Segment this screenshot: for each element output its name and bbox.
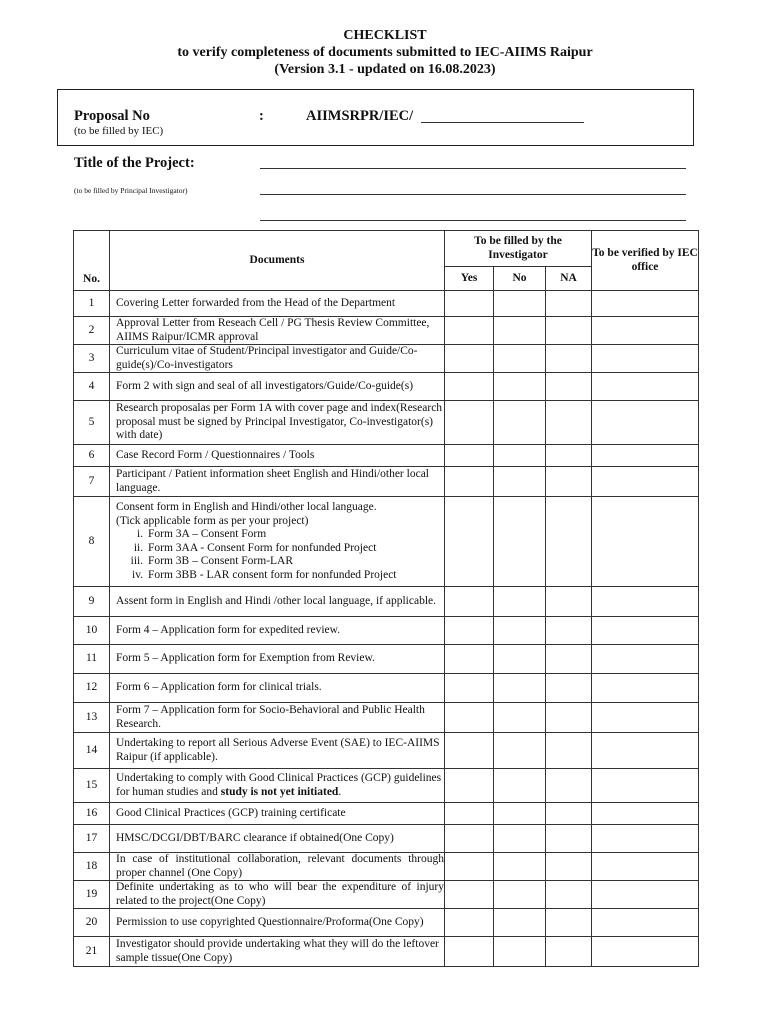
row-document: HMSC/DCGI/DBT/BARC clearance if obtained(One Copy): [110, 825, 445, 853]
table-row: [74, 445, 699, 467]
na-cell[interactable]: [546, 645, 592, 674]
iec-cell[interactable]: [592, 733, 699, 769]
yes-cell[interactable]: [445, 803, 494, 825]
yes-cell[interactable]: [445, 497, 494, 587]
no-cell[interactable]: [494, 401, 546, 445]
yes-cell[interactable]: [445, 674, 494, 703]
iec-cell[interactable]: [592, 825, 699, 853]
iec-cell[interactable]: [592, 674, 699, 703]
table-row: [74, 803, 699, 825]
na-cell[interactable]: [546, 803, 592, 825]
list-item: ii. Form 3AA - Consent Form for nonfunded Project: [146, 542, 444, 556]
row-document: Investigator should provide undertaking what they will do the leftover sample tissue(One Copy): [110, 937, 445, 967]
table-row: [74, 853, 699, 881]
project-title-line-2[interactable]: [260, 194, 686, 195]
yes-cell[interactable]: [445, 769, 494, 803]
yes-cell[interactable]: [445, 401, 494, 445]
na-cell[interactable]: [546, 937, 592, 967]
row-number: 4: [74, 373, 110, 401]
iec-cell[interactable]: [592, 769, 699, 803]
row-number: 10: [74, 617, 110, 645]
col-header-na: NA: [546, 267, 592, 291]
yes-cell[interactable]: [445, 373, 494, 401]
row-number: 3: [74, 345, 110, 373]
yes-cell[interactable]: [445, 291, 494, 317]
project-title-label: Title of the Project:: [74, 155, 195, 171]
row-number: 5: [74, 401, 110, 445]
na-cell[interactable]: [546, 373, 592, 401]
proposal-prefix: AIIMSRPR/IEC/: [306, 108, 414, 124]
row-number: 13: [74, 703, 110, 733]
row-document: Definite undertaking as to who will bear the expenditure of injury related to the project(One Copy): [110, 881, 445, 909]
table-row: [74, 733, 699, 769]
yes-cell[interactable]: [445, 317, 494, 345]
table-row: [74, 909, 699, 937]
project-title-line-3[interactable]: [260, 220, 686, 221]
iec-cell[interactable]: [592, 445, 699, 467]
iec-cell[interactable]: [592, 937, 699, 967]
na-cell[interactable]: [546, 703, 592, 733]
no-cell[interactable]: [494, 803, 546, 825]
row-document-gcp: [110, 769, 445, 803]
proposal-note: (to be filled by IEC): [74, 125, 164, 137]
row-document: Form 5 – Application form for Exemption from Review.: [110, 645, 445, 674]
row-document: Form 7 – Application form for Socio-Behavioral and Public Health Research.: [110, 703, 445, 733]
no-cell[interactable]: [494, 373, 546, 401]
page-subtitle: to verify completeness of documents submitted to IEC-AIIMS Raipur: [177, 45, 593, 60]
table-row: [74, 291, 699, 317]
iec-cell[interactable]: [592, 317, 699, 345]
row-number: 21: [74, 937, 110, 967]
checklist-table: [73, 230, 699, 967]
no-cell[interactable]: [494, 317, 546, 345]
yes-cell[interactable]: [445, 937, 494, 967]
row-document: Undertaking to report all Serious Adverse Event (SAE) to IEC-AIIMS Raipur (if applicable).: [110, 733, 445, 769]
row-document: Curriculum vitae of Student/Principal investigator and Guide/Co-guide(s)/Co-investigators: [110, 345, 445, 373]
iec-cell[interactable]: [592, 497, 699, 587]
na-cell[interactable]: [546, 769, 592, 803]
col-header-iec: To be verified by IEC office: [592, 231, 699, 291]
row-document: Case Record Form / Questionnaires / Tools: [110, 445, 445, 467]
iec-cell[interactable]: [592, 467, 699, 497]
na-cell[interactable]: [546, 291, 592, 317]
row-document-subnote: (Tick applicable form as per your project): [116, 514, 309, 527]
iec-cell[interactable]: [592, 373, 699, 401]
row-document: Assent form in English and Hindi /other local language, if applicable.: [110, 587, 445, 617]
row-document-emphasis: study is not yet initiated: [220, 785, 339, 798]
na-cell[interactable]: [546, 853, 592, 881]
iec-cell[interactable]: [592, 291, 699, 317]
row-document: Form 4 – Application form for expedited review.: [110, 617, 445, 645]
no-cell[interactable]: [494, 467, 546, 497]
no-cell[interactable]: [494, 497, 546, 587]
list-item: iii. Form 3B – Consent Form-LAR: [146, 555, 444, 569]
yes-cell[interactable]: [445, 733, 494, 769]
no-cell[interactable]: [494, 733, 546, 769]
iec-cell[interactable]: [592, 909, 699, 937]
na-cell[interactable]: [546, 881, 592, 909]
iec-cell[interactable]: [592, 645, 699, 674]
row-number: 17: [74, 825, 110, 853]
no-cell[interactable]: [494, 291, 546, 317]
na-cell[interactable]: [546, 825, 592, 853]
iec-cell[interactable]: [592, 345, 699, 373]
row-document-tail: .: [338, 785, 342, 798]
list-item: iv. Form 3BB - LAR consent form for nonfunded Project: [146, 569, 444, 583]
na-cell[interactable]: [546, 587, 592, 617]
consent-form-list: [116, 528, 444, 582]
no-cell[interactable]: [494, 703, 546, 733]
yes-cell[interactable]: [445, 703, 494, 733]
col-header-no-option: No: [494, 267, 546, 291]
proposal-label: Proposal No: [74, 108, 150, 124]
proposal-colon: :: [259, 108, 264, 124]
table-row: [74, 674, 699, 703]
na-cell[interactable]: [546, 401, 592, 445]
na-cell[interactable]: [546, 345, 592, 373]
table-row: [74, 769, 699, 803]
no-cell[interactable]: [494, 587, 546, 617]
table-row: [74, 617, 699, 645]
table-row: [74, 645, 699, 674]
iec-cell[interactable]: [592, 401, 699, 445]
table-row: [74, 401, 699, 445]
row-document: Consent form in English and Hindi/other local language.: [116, 501, 377, 513]
table-row: [74, 345, 699, 373]
row-number: 15: [74, 769, 110, 803]
col-header-no: No.: [74, 231, 110, 291]
table-row: [74, 825, 699, 853]
row-number: 20: [74, 909, 110, 937]
table-row: [74, 467, 699, 497]
yes-cell[interactable]: [445, 909, 494, 937]
page-title: CHECKLIST: [343, 28, 427, 43]
row-number: 9: [74, 587, 110, 617]
col-header-documents: Documents: [110, 231, 445, 291]
row-document: Covering Letter forwarded from the Head of the Department: [110, 291, 445, 317]
row-number: 19: [74, 881, 110, 909]
na-cell[interactable]: [546, 445, 592, 467]
table-row: [74, 703, 699, 733]
row-number: 14: [74, 733, 110, 769]
row-number: 6: [74, 445, 110, 467]
no-cell[interactable]: [494, 881, 546, 909]
no-cell[interactable]: [494, 345, 546, 373]
row-number: 7: [74, 467, 110, 497]
row-document: Approval Letter from Reseach Cell / PG Thesis Review Committee, AIIMS Raipur/ICMR approval: [110, 317, 445, 345]
na-cell[interactable]: [546, 497, 592, 587]
na-cell[interactable]: [546, 467, 592, 497]
proposal-number-field[interactable]: [421, 122, 584, 123]
iec-cell[interactable]: [592, 587, 699, 617]
row-document: Good Clinical Practices (GCP) training certificate: [110, 803, 445, 825]
row-number: 1: [74, 291, 110, 317]
yes-cell[interactable]: [445, 345, 494, 373]
no-cell[interactable]: [494, 674, 546, 703]
row-document: Participant / Patient information sheet English and Hindi/other local language.: [110, 467, 445, 497]
no-cell[interactable]: [494, 825, 546, 853]
row-number: 11: [74, 645, 110, 674]
no-cell[interactable]: [494, 645, 546, 674]
table-row: [74, 937, 699, 967]
table-row: [74, 881, 699, 909]
table-row: [74, 587, 699, 617]
row-number: 12: [74, 674, 110, 703]
row-number: 2: [74, 317, 110, 345]
iec-cell[interactable]: [592, 881, 699, 909]
iec-cell[interactable]: [592, 853, 699, 881]
na-cell[interactable]: [546, 674, 592, 703]
iec-cell[interactable]: [592, 803, 699, 825]
na-cell[interactable]: [546, 909, 592, 937]
yes-cell[interactable]: [445, 617, 494, 645]
yes-cell[interactable]: [445, 825, 494, 853]
col-header-investigator: To be filled by the Investigator: [445, 231, 592, 267]
iec-cell[interactable]: [592, 617, 699, 645]
project-title-note: (to be filled by Principal Investigator): [74, 186, 188, 195]
row-document-consent: [110, 497, 445, 587]
no-cell[interactable]: [494, 769, 546, 803]
no-cell[interactable]: [494, 937, 546, 967]
version-line: (Version 3.1 - updated on 16.08.2023): [274, 62, 496, 77]
na-cell[interactable]: [546, 733, 592, 769]
row-number: 8: [74, 497, 110, 587]
na-cell[interactable]: [546, 617, 592, 645]
yes-cell[interactable]: [445, 853, 494, 881]
yes-cell[interactable]: [445, 881, 494, 909]
table-row: [74, 497, 699, 587]
row-document: Undertaking to comply with Good Clinical Practices (GCP) guidelines for human studies and: [116, 772, 442, 798]
yes-cell[interactable]: [445, 445, 494, 467]
row-document: Form 6 – Application form for clinical trials.: [110, 674, 445, 703]
row-document: Permission to use copyrighted Questionnaire/Proforma(One Copy): [110, 909, 445, 937]
iec-cell[interactable]: [592, 703, 699, 733]
row-number: 18: [74, 853, 110, 881]
na-cell[interactable]: [546, 317, 592, 345]
table-row: [74, 317, 699, 345]
col-header-yes: Yes: [445, 267, 494, 291]
yes-cell[interactable]: [445, 467, 494, 497]
row-document: In case of institutional collaboration, relevant documents through proper channel (One Copy): [110, 853, 445, 881]
row-document: Form 2 with sign and seal of all investigators/Guide/Co-guide(s): [110, 373, 445, 401]
project-title-line-1[interactable]: [260, 168, 686, 169]
no-cell[interactable]: [494, 445, 546, 467]
row-number: 16: [74, 803, 110, 825]
row-document: Research proposalas per Form 1A with cover page and index(Research proposal must be signed by Principal Investigator, Co-investigator(s) with date): [110, 401, 445, 445]
yes-cell[interactable]: [445, 587, 494, 617]
no-cell[interactable]: [494, 853, 546, 881]
yes-cell[interactable]: [445, 645, 494, 674]
list-item: i. Form 3A – Consent Form: [146, 528, 444, 542]
table-row: [74, 373, 699, 401]
no-cell[interactable]: [494, 617, 546, 645]
no-cell[interactable]: [494, 909, 546, 937]
